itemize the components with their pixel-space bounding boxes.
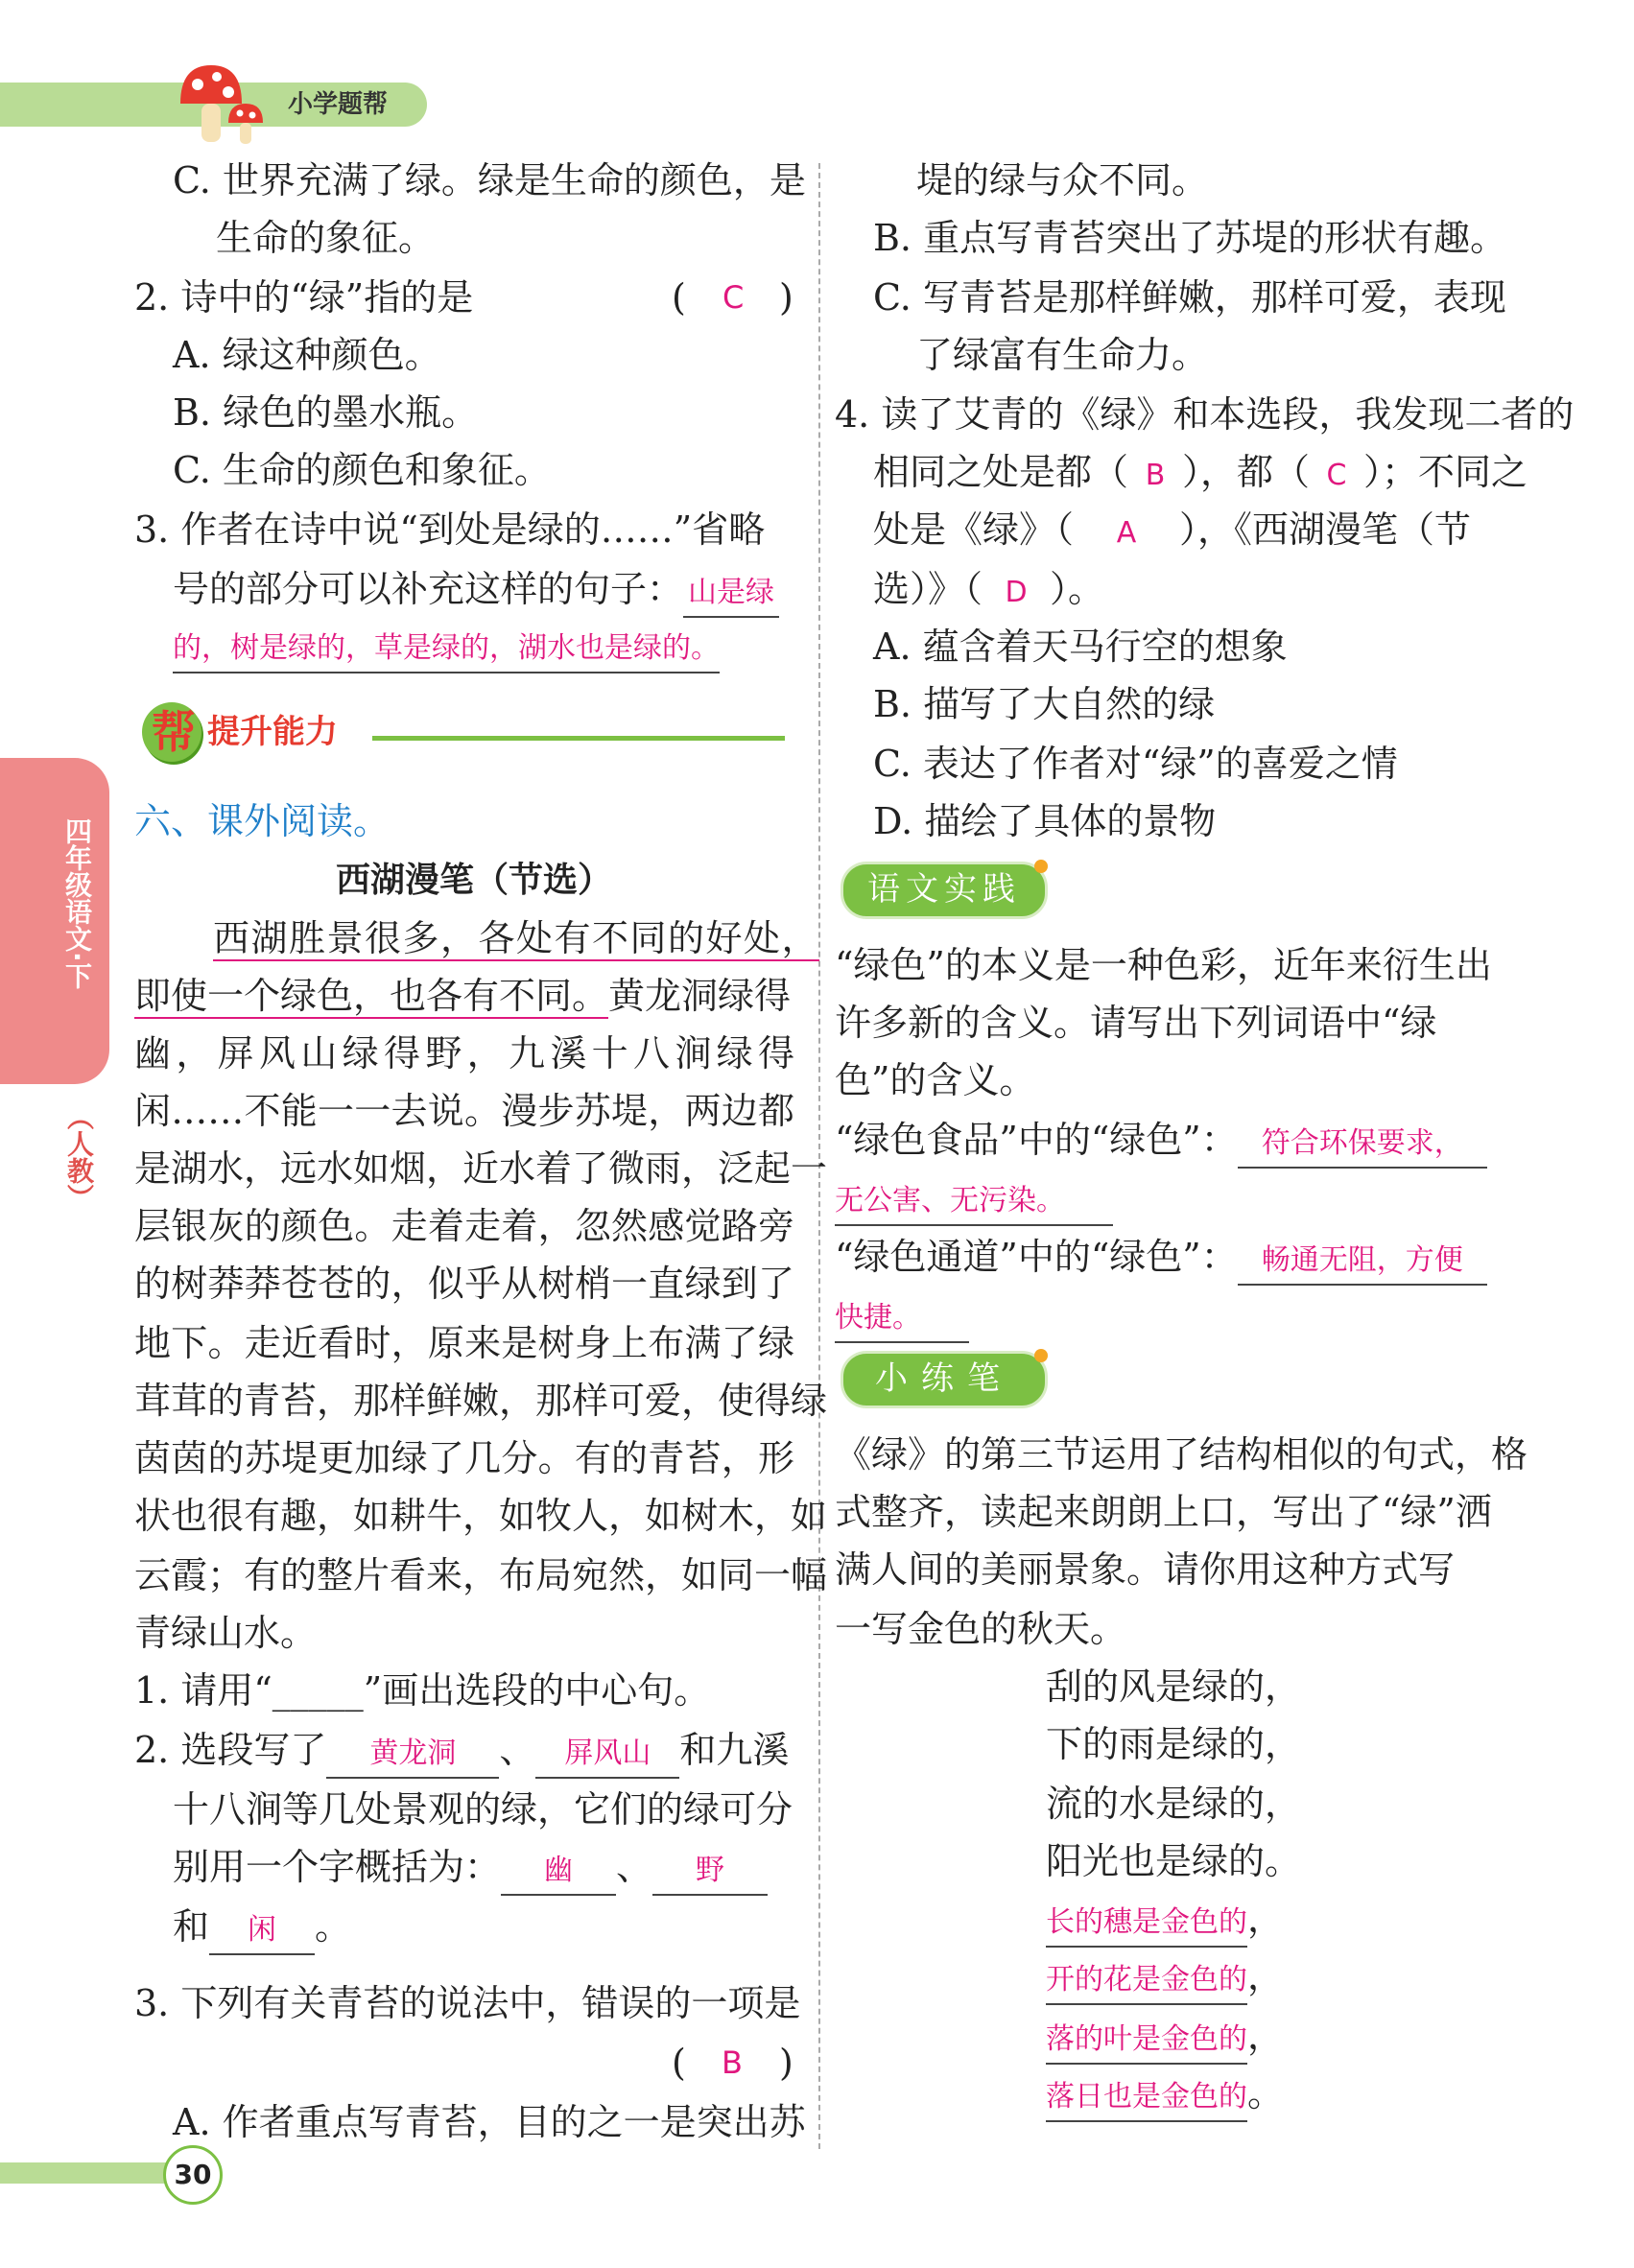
passage-line-9: 茸茸的青苔，那样鲜嫩，那样可爱，使得绿: [134, 1380, 828, 1422]
xiaolian-line-2: 式整齐，读起来朗朗上口，写出了“绿”洒: [835, 1491, 1492, 1533]
r2-line-4: [173, 1898, 351, 1955]
r2-sep: 、: [499, 1729, 536, 1771]
r1-before: 1. 请用“: [134, 1669, 272, 1712]
q4-l3a: 处是《绿》（: [873, 508, 1075, 551]
q3-answer-a: 山是绿: [683, 570, 779, 618]
practice-food: [835, 1111, 1487, 1169]
left-top-line-2: 生命的象征。: [216, 217, 436, 259]
r3-answer: B: [722, 2044, 743, 2081]
q2-option-b: B. 绿色的墨水瓶。: [173, 391, 479, 434]
section-title: 提升能力: [207, 713, 338, 751]
passage-line-8: 地下。走近看时，原来是树身上布满了绿: [134, 1322, 794, 1364]
q3-line-2: [173, 560, 779, 618]
r2-answer-1: 黄龙洞: [326, 1731, 499, 1779]
passage-line-5: 是湖水，远水如烟，近水着了微雨，泛起一: [134, 1147, 828, 1190]
q2-answer: C: [722, 279, 745, 316]
passage-line-3: 幽，屏风山绿得野，九溪十八涧绿得: [134, 1032, 794, 1075]
passage-line-10: 茵茵的苏堤更加绿了几分。有的青苔，形: [134, 1437, 794, 1479]
r2-answer-3: 幽: [501, 1848, 616, 1896]
passage-title: 西湖漫笔（节选）: [336, 861, 613, 900]
r3-option-c-cont: 了绿富有生命力。: [916, 334, 1209, 376]
r3-paren-open: (: [672, 2042, 686, 2084]
q4-answer-3: A: [1116, 516, 1137, 550]
q4-option-b: B. 描写了大自然的绿: [873, 683, 1216, 725]
practice-food-cont: [835, 1169, 1113, 1226]
practice-food-a1: 符合环保要求，: [1238, 1121, 1487, 1169]
poem-line-2: 下的雨是绿的，: [1046, 1723, 1302, 1765]
practice-food-q: “绿色食品”中的“绿色”：: [835, 1119, 1238, 1161]
practice-channel-q: “绿色通道”中的“绿色”：: [835, 1236, 1238, 1278]
xiaolian-line-4: 一写金色的秋天。: [835, 1608, 1127, 1650]
left-top-line-1: C. 世界充满了绿。绿是生命的颜色，是: [173, 159, 806, 201]
r2-line-4-pre: 和: [173, 1905, 210, 1948]
passage-line-2: [134, 967, 794, 1025]
q2-option-c: C. 生命的颜色和象征。: [173, 449, 551, 491]
q4-option-d: D. 描绘了具体的景物: [873, 800, 1217, 842]
practice-channel-a2: 快捷。: [835, 1295, 969, 1343]
q4-line-2: [873, 443, 1527, 505]
poem-answer-2-text: 开的花是金色的: [1046, 1957, 1247, 2005]
r2-line-3-text: 别用一个字概括为：: [173, 1846, 502, 1888]
poem-line-1: 刮的风是绿的，: [1046, 1666, 1302, 1708]
q3-line-1: 3. 作者在诗中说“到处是绿的……”省略: [134, 508, 766, 551]
q4-option-a: A. 蕴含着天马行空的想象: [873, 626, 1288, 668]
poem-line-3: 流的水是绿的，: [1046, 1783, 1302, 1825]
r2-p1: 2. 选段写了: [134, 1729, 327, 1771]
r2-sep-2: 、: [616, 1846, 653, 1888]
r3-option-a: A. 作者重点写青苔，目的之一是突出苏: [173, 2101, 806, 2143]
r2-line-4-post: 。: [315, 1905, 352, 1948]
q2-paren-close: ): [779, 276, 793, 319]
q4-l2a: 相同之处是都（: [873, 451, 1129, 493]
q2-option-a: A. 绿这种颜色。: [173, 334, 441, 376]
poem-answer-2: [1046, 1948, 1284, 2005]
practice-channel-a1: 畅通无阻，方便: [1238, 1238, 1487, 1286]
r3-option-b: B. 重点写青苔突出了苏堤的形状有趣。: [873, 217, 1507, 259]
poem-answer-3-punct: ，: [1247, 2015, 1285, 2057]
q2-paren-open: (: [672, 276, 686, 319]
xiaolian-label: 小练笔: [875, 1359, 1013, 1398]
r3-paren-close: ): [779, 2042, 793, 2084]
side-tab-edition: （人教）: [63, 1103, 95, 1211]
poem-answer-4: [1046, 2065, 1284, 2122]
r2-line-1: [134, 1721, 789, 1779]
practice-channel: [835, 1228, 1487, 1286]
passage-line-11: 状也很有趣，如耕牛，如牧人，如树木，如: [134, 1495, 828, 1537]
q4-answer-1: B: [1145, 459, 1166, 492]
page-number: 30: [163, 2145, 223, 2205]
passage-central-sentence-1: 西湖胜景很多，各处有不同的好处，: [213, 917, 820, 959]
r1-line: [134, 1662, 710, 1719]
side-tab-grade: 四年级语文·下: [61, 817, 93, 989]
r2-answer-4: 野: [652, 1848, 768, 1896]
practice-line-1: “绿色”的本义是一种色彩，近年来衍生出: [835, 944, 1492, 986]
passage-line-1: [213, 910, 820, 967]
q4-line-1: 4. 读了艾青的《绿》和本选段，我发现二者的: [835, 393, 1575, 436]
r3-option-c: C. 写青苔是那样鲜嫩，那样可爱，表现: [873, 276, 1506, 319]
q4-l2c: ）；不同之: [1363, 451, 1528, 493]
section-icon-char: 帮: [152, 706, 196, 758]
r2-answer-2: 屏风山: [535, 1731, 679, 1779]
r2-line-3: [173, 1838, 768, 1896]
poem-answer-1-text: 长的穗是金色的: [1046, 1900, 1247, 1948]
q4-l4a: 选）》（: [873, 568, 983, 610]
mushroom-icon: [161, 56, 276, 152]
passage-line-12: 云霞；有的整片看来，布局宛然，如同一幅: [134, 1554, 828, 1596]
section-rule: [372, 736, 785, 741]
poem-answer-4-text: 落日也是金色的: [1046, 2074, 1247, 2122]
r2-p2: 和九溪: [679, 1729, 790, 1771]
practice-channel-cont: [835, 1286, 969, 1343]
practice-line-3: 色”的含义。: [835, 1059, 1036, 1101]
practice-food-a2: 无公害、无污染。: [835, 1178, 1113, 1226]
q4-l4b: ）。: [1050, 568, 1105, 610]
r2-answer-5: 闲: [209, 1907, 315, 1955]
q3-answer-b-text: 的，树是绿的，草是绿的，湖水也是绿的。: [173, 626, 720, 673]
q4-line-4: [873, 560, 1104, 622]
xiaolian-line-1: 《绿》的第三节运用了结构相似的句式，格: [835, 1433, 1528, 1476]
passage-line-7: 的树莽莽苍苍的，似乎从树梢一直绿到了: [134, 1263, 794, 1305]
r1-blank: _____: [272, 1669, 364, 1712]
practice-label: 语文实践: [867, 870, 1021, 909]
r3-line-1: 3. 下列有关青苔的说法中，错误的一项是: [134, 1982, 801, 2024]
poem-answer-1-punct: ，: [1247, 1898, 1285, 1940]
r2-line-2: 十八涧等几处景观的绿，它们的绿可分: [173, 1788, 793, 1831]
q4-line-3: [873, 501, 1471, 562]
poem-answer-4-punct: 。: [1247, 2072, 1285, 2114]
practice-line-2: 许多新的含义。请写出下列词语中“绿: [835, 1002, 1437, 1044]
r1-after: ”画出选段的中心句。: [363, 1669, 711, 1712]
passage-line-13: 青绿山水。: [134, 1612, 318, 1654]
q4-answer-4: D: [1005, 576, 1028, 609]
reading-heading: 六、课外阅读。: [134, 800, 391, 842]
poem-answer-2-punct: ，: [1247, 1955, 1285, 1997]
passage-central-sentence-2: 即使一个绿色，也各有不同。: [134, 975, 609, 1017]
passage-line-4: 闲……不能一一去说。漫步苏堤，两边都: [134, 1090, 794, 1132]
poem-answer-3-text: 落的叶是金色的: [1046, 2017, 1247, 2065]
q4-l2b: ），都（: [1182, 451, 1311, 493]
poem-answer-3: [1046, 2007, 1284, 2065]
right-top-line: 堤的绿与众不同。: [916, 159, 1209, 201]
q4-l3b: ），《西湖漫笔（节: [1179, 508, 1472, 551]
passage-line-6: 层银灰的颜色。走着走着，忽然感觉路旁: [134, 1205, 794, 1247]
poem-line-4: 阳光也是绿的。: [1046, 1840, 1302, 1882]
q4-answer-2: C: [1326, 459, 1347, 492]
header-brand: 小学题帮: [288, 90, 389, 119]
q2-text: 2. 诗中的“绿”指的是: [134, 276, 474, 319]
poem-answer-1: [1046, 1890, 1284, 1948]
q3-line-2-text: 号的部分可以补充这样的句子：: [173, 568, 684, 610]
xiaolian-line-3: 满人间的美丽景象。请你用这种方式写: [835, 1548, 1456, 1591]
q4-option-c: C. 表达了作者对“绿”的喜爱之情: [873, 743, 1398, 785]
q3-answer-b: [173, 620, 720, 677]
passage-line-2-rest: 黄龙洞绿得: [608, 975, 792, 1017]
